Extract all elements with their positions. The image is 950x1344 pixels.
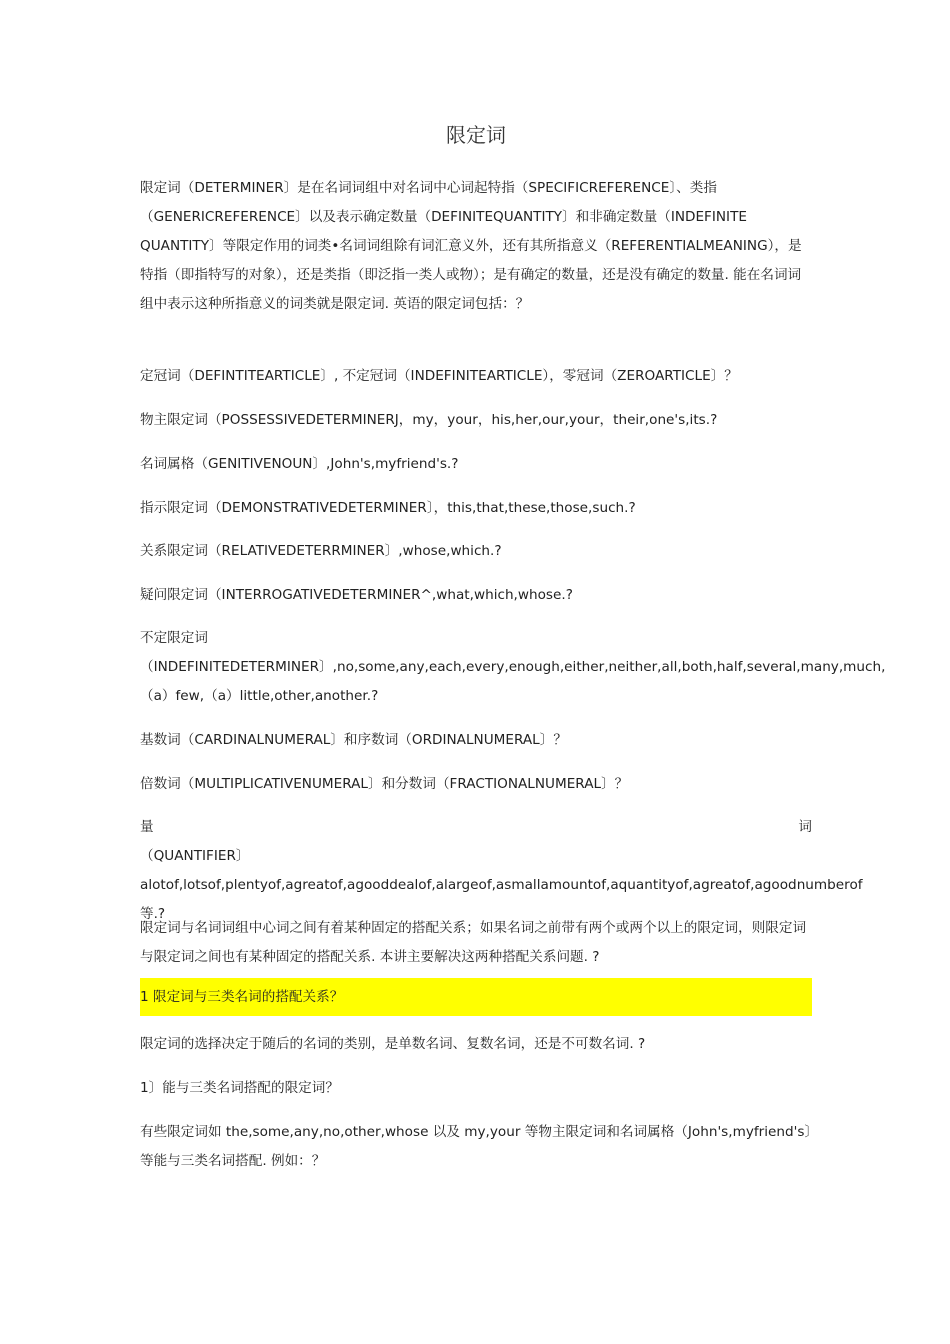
last-paragraph: 有些限定词如 the,some,any,no,other,whose 以及 my,your 等物主限定词和名词属格（John's,myfriend's〕等能与三类名词搭配. 例如：？ (140, 1124, 812, 1169)
list-item: 定冠词（DEFINTITEARTICLE〕, 不定冠词（INDEFINITEARTICLE），零冠词（ZEROARTICLE〕？ (140, 368, 738, 384)
quantifier-right: 词 (798, 819, 812, 835)
list-item: 关系限定词（RELATIVEDETERRMINER〕,whose,which.? (140, 543, 502, 559)
section-intro: 限定词的选择决定于随后的名词的类别，是单数名词、复数名词，还是不可数名词. ? (140, 1036, 646, 1052)
indefinite-label: 不定限定词 (140, 630, 208, 646)
indefinite-text: （INDEFINITEDETERMINER〕,no,some,any,each,every,enough,either,neither,all,both,half,several,many,much,（a）few,（a）little,other,another.? (140, 659, 886, 704)
list-item: 名词属格（GENITIVENOUN〕,John's,myfriend's.? (140, 456, 459, 472)
list-item: 基数词（CARDINALNUMERAL〕和序数词（ORDINALNUMERAL〕？ (140, 732, 567, 748)
list-item: 物主限定词（POSSESSIVEDETERMINERJ，my，your，his,her,our,your，their,one's,its.? (140, 412, 718, 428)
list-item: 倍数词（MULTIPLICATIVENUMERAL〕和分数词（FRACTIONALNUMERAL〕？ (140, 776, 629, 792)
list-item: 指示限定词（DEMONSTRATIVEDETERMINER〕，this,that,these,those,such.? (140, 500, 636, 516)
relation-paragraph: 限定词与名词词组中心词之间有着某种固定的搭配关系；如果名词之前带有两个或两个以上的限定词，则限定词与限定词之间也有某种固定的搭配关系. 本讲主要解决这两种搭配关系问题. ? (140, 920, 807, 965)
subheading: 1〕能与三类名词搭配的限定词？ (140, 1080, 339, 1096)
page-title: 限定词 (446, 123, 506, 147)
section-heading: 1 限定词与三类名词的搭配关系？ (140, 978, 812, 1016)
intro-paragraph: 限定词（DETERMINER〕是在名词词组中对名词中心词起特指（SPECIFICREFERENCE〕、类指（GENERICREFERENCE〕以及表示确定数量（DEFINITEQUANTITY〕和非确定数量（INDEFINITE QUANTITY〕等限定作用的词类•名词词组除有词汇意义外，还有其所指意义（REFERENTIALMEANING），是特指（即指特写的对象），还是类指（即泛指一类人或物）；是有确定的数量，还是没有确定的数量. 能在名词词组中表示这种所指意义的词类就是限定词. 英语的限定词包括：？ (140, 180, 802, 312)
list-item: 疑问限定词（INTERROGATIVEDETERMINER^,what,which,whose.? (140, 587, 573, 603)
quantifier-left: 量 (140, 819, 154, 835)
quantifier-text: （QUANTIFIER〕alotof,lotsof,plentyof,agreatof,agooddealof,alargeof,asmallamountof,aquantityof,agreatof,agoodnumberof 等.? (140, 848, 863, 922)
quantifier-heading (140, 813, 812, 842)
